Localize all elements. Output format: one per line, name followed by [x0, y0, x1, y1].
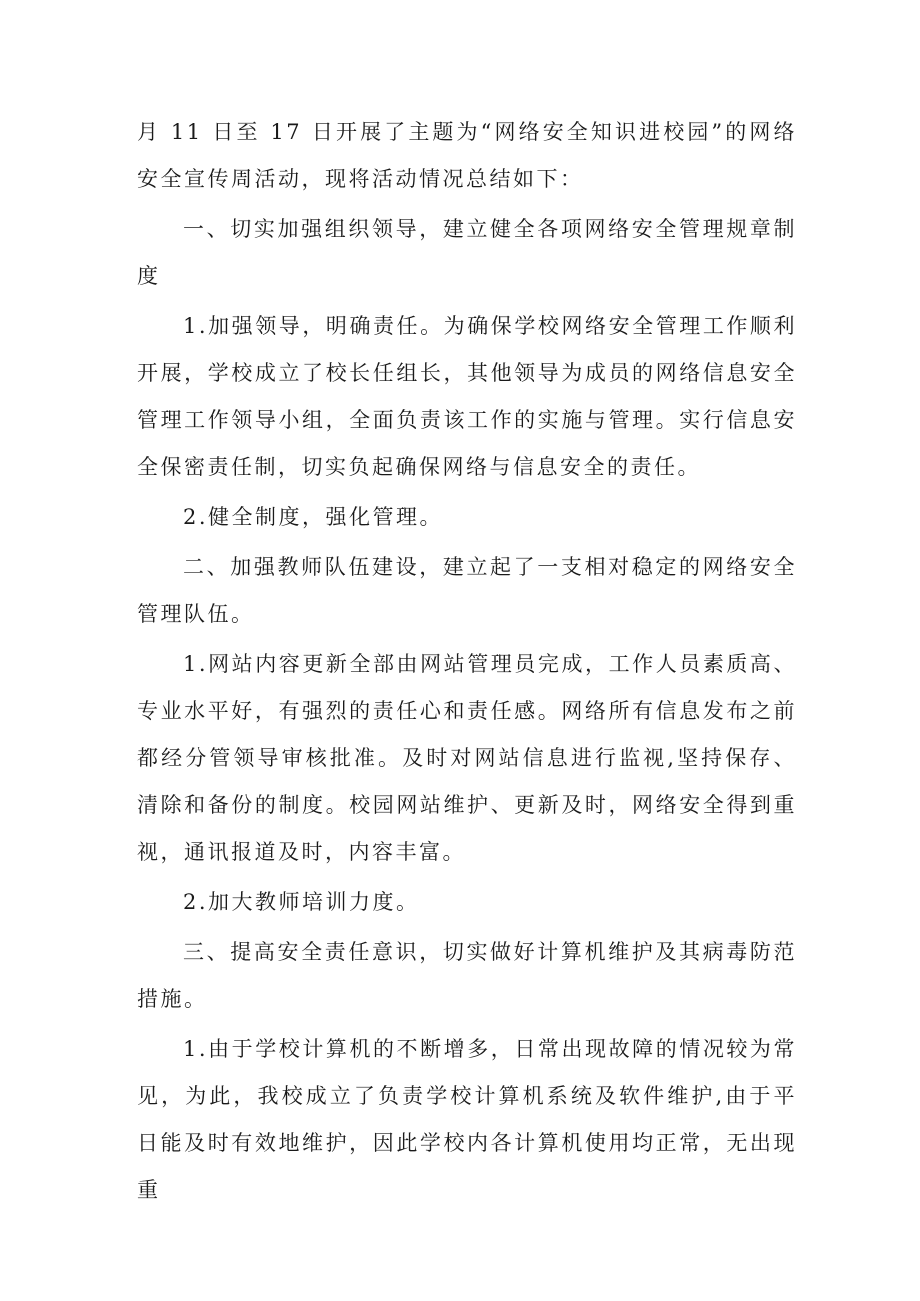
paragraph-intro: 月 11 日至 17 日开展了主题为“网络安全知识进校园”的网络安全宣传周活动，现将活动情况总结如下： — [137, 120, 797, 191]
heading-section-1: 一、切实加强组织领导，建立健全各项网络安全管理规章制度 — [137, 217, 797, 288]
paragraph-2-2: 2.加大教师培训力度。 — [183, 890, 420, 914]
paragraph-1-2: 2.健全制度，强化管理。 — [183, 505, 444, 529]
heading-section-3: 三、提高安全责任意识，切实做好计算机维护及其病毒防范措施。 — [137, 940, 797, 1011]
heading-section-2: 二、加强教师队伍建设，建立起了一支相对稳定的网络安全管理队伍。 — [137, 555, 797, 626]
paragraph-1-1: 1.加强领导，明确责任。为确保学校网络安全管理工作顺利开展，学校成立了校长任组长，其他领导为成员的网络信息安全管理工作领导小组，全面负责该工作的实施与管理。实行信息安全保密责任制，切实负起确保网络与信息安全的责任。 — [137, 314, 797, 479]
paragraph-2-1: 1.网站内容更新全部由网站管理员完成，工作人员素质高、专业水平好，有强烈的责任心和责任感。网络所有信息发布之前都经分管领导审核批准。及时对网站信息进行监视,坚持保存、清除和备份的制度。校园网站维护、更新及时，网络安全得到重视，通讯报道及时，内容丰富。 — [137, 652, 797, 864]
paragraph-3-1: 1.由于学校计算机的不断增多，日常出现故障的情况较为常见，为此，我校成立了负责学校计算机系统及软件维护,由于平日能及时有效地维护，因此学校内各计算机使用均正常，无出现重 — [137, 1037, 797, 1202]
document-body — [137, 109, 797, 1217]
